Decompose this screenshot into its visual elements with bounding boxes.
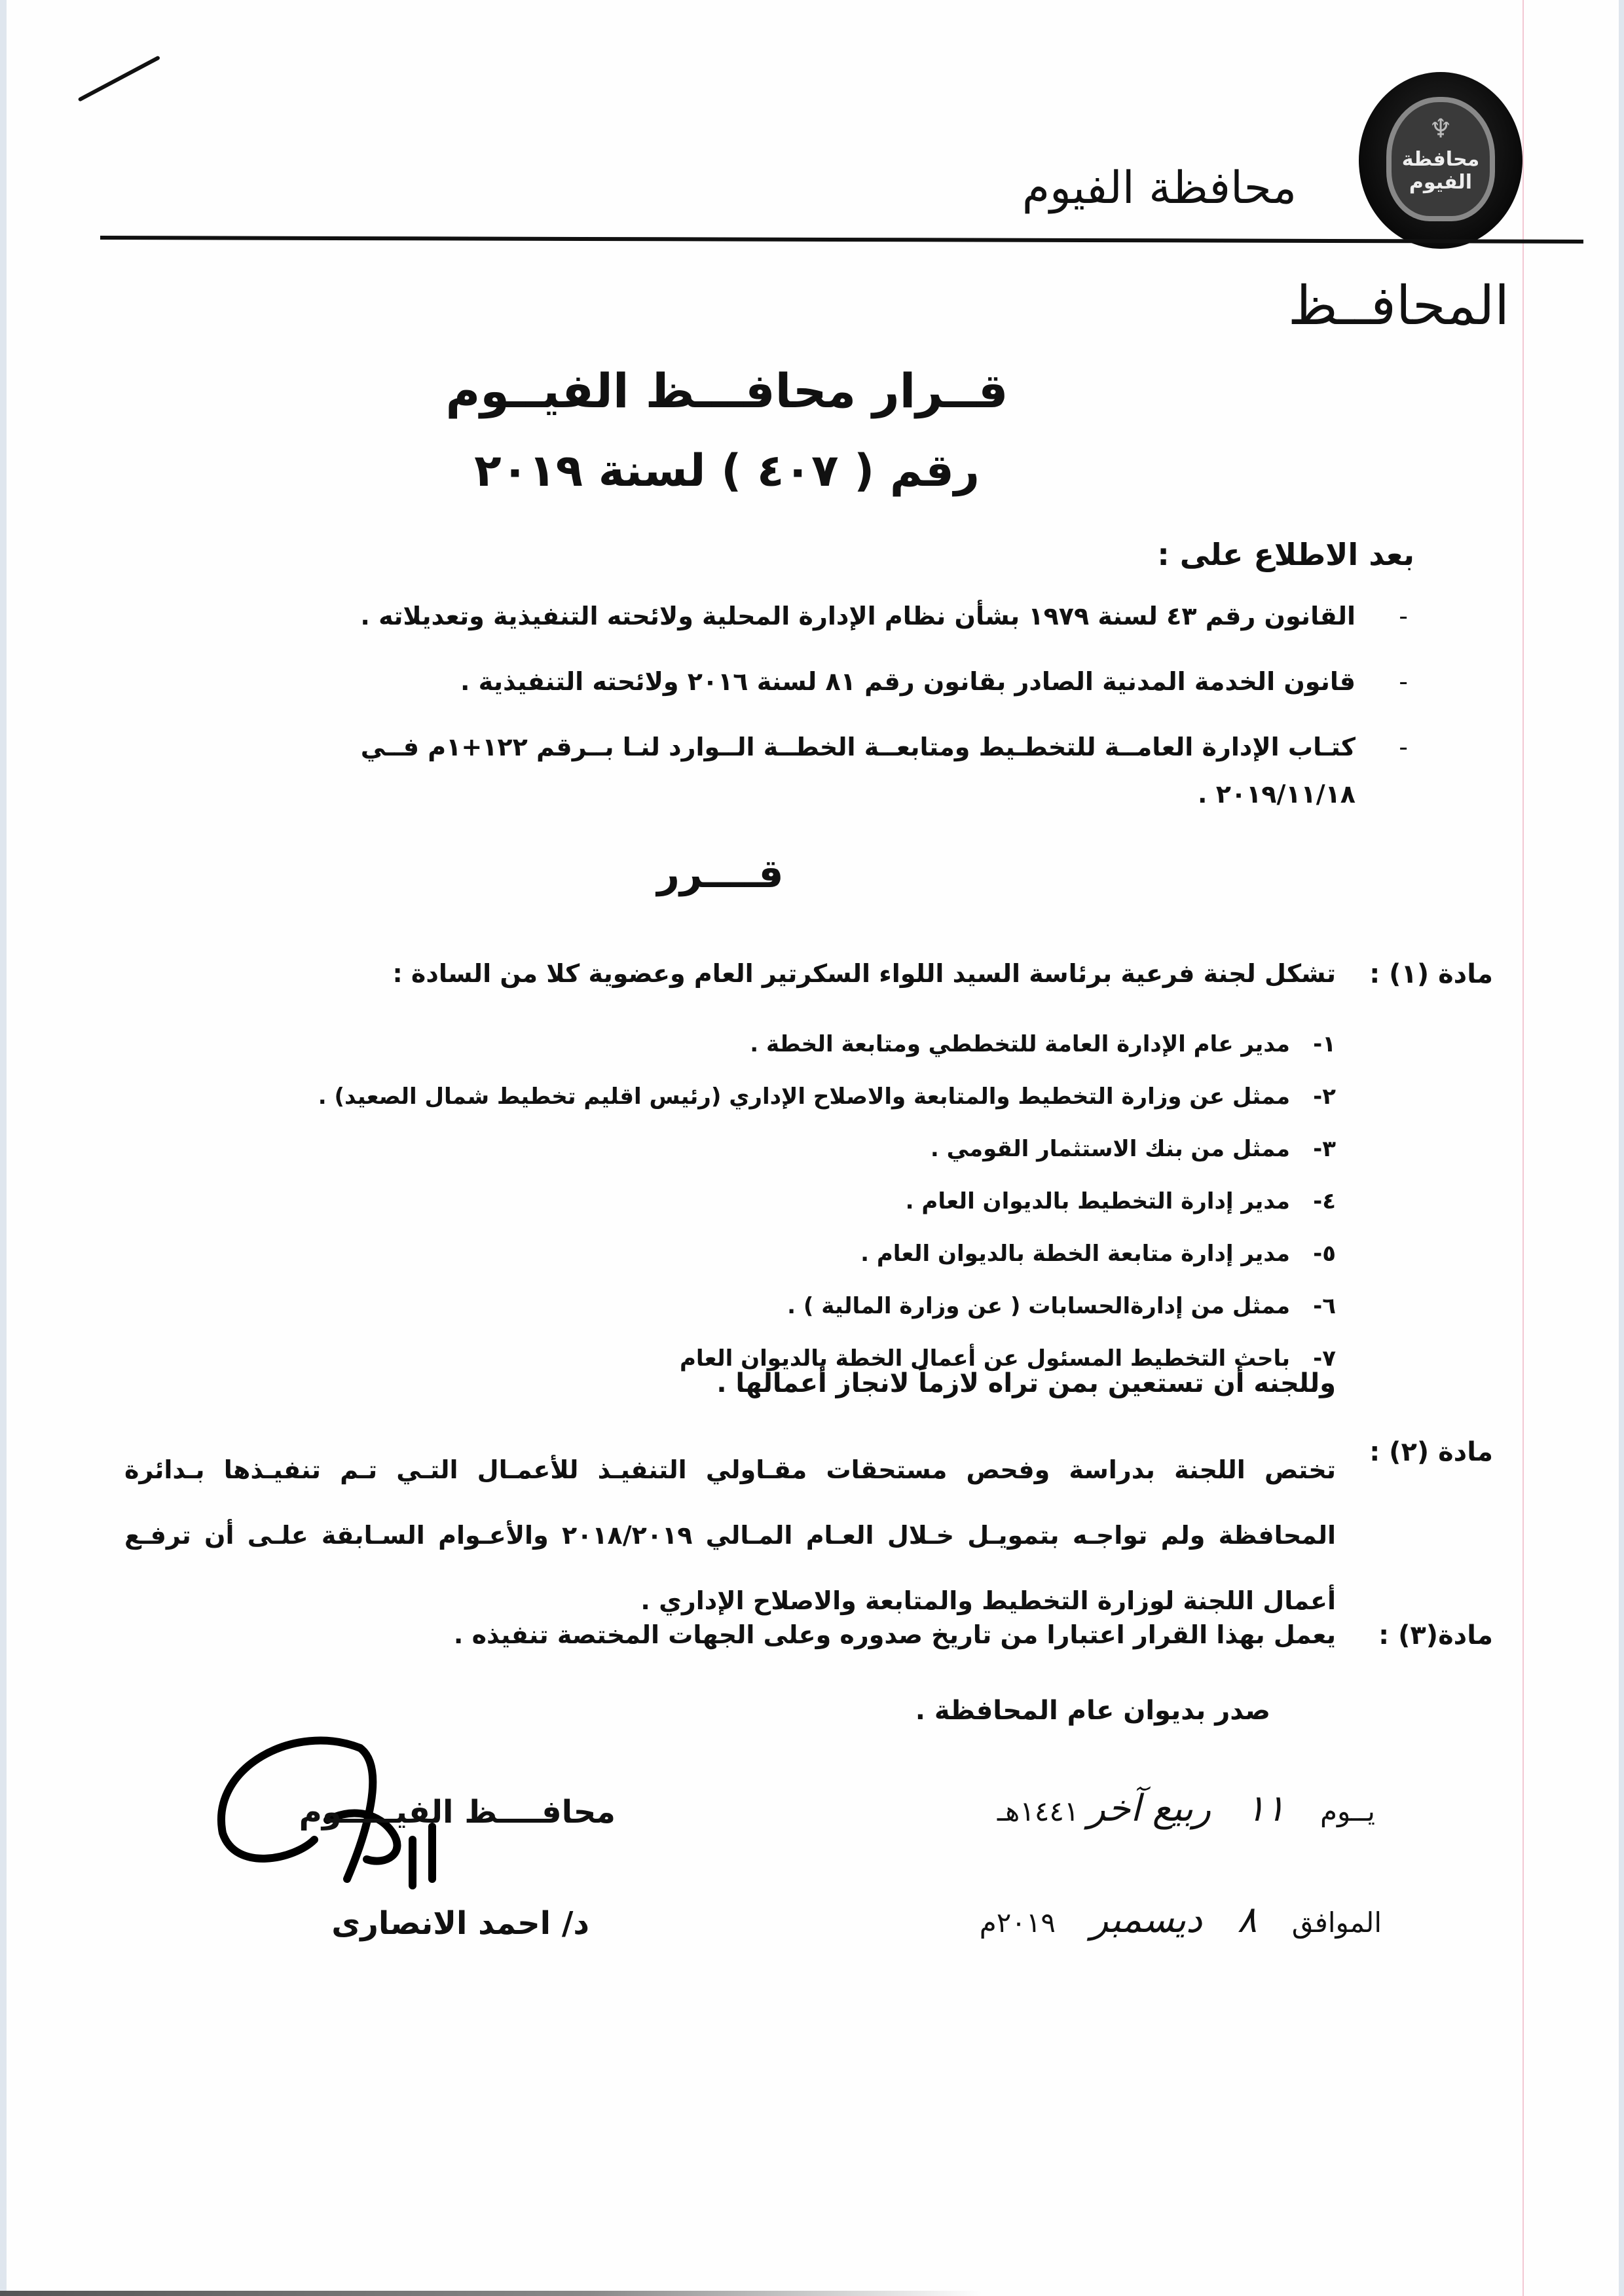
article-2-label: مادة (٢) : — [1369, 1437, 1493, 1467]
scan-margin-line — [1522, 0, 1524, 2296]
reference-item — [98, 592, 1408, 640]
preamble-intro: بعد الاطلاع على : — [1157, 537, 1414, 572]
member-number: ٤- — [1313, 1188, 1336, 1214]
member-text: ممثل من إدارةالحسابات ( عن وزارة المالية ) . — [787, 1293, 1290, 1319]
article-1-label: مادة (١) : — [1369, 959, 1493, 989]
decision-heading-text: قــــرر — [657, 851, 784, 897]
hijri-month: ربيع آخر — [1087, 1787, 1211, 1830]
emblem-label: محافظة الفيوم — [1401, 148, 1480, 194]
member-item — [318, 1175, 1336, 1228]
greg-day: ٨ — [1237, 1899, 1257, 1941]
greg-year: ٢٠١٩م — [979, 1906, 1056, 1939]
corner-pen-mark — [78, 56, 160, 102]
member-item — [318, 1070, 1336, 1123]
member-text: باحث التخطيط المسئول عن أعمال الخطة بالديوان العام — [679, 1345, 1290, 1372]
greg-month: ديسمبر — [1090, 1899, 1202, 1941]
issued-at: صدر بديوان عام المحافظة . — [915, 1696, 1270, 1726]
reference-text: كتـاب الإدارة العامــة للتخطـيط ومتابعــة الخطــة الــوارد لنـا بــرقم ١٢٢+١م فــي — [360, 733, 1356, 761]
reference-item — [98, 723, 1408, 818]
member-number: ٢- — [1313, 1084, 1336, 1110]
hijri-year: ١٤٤١هـ — [997, 1795, 1079, 1827]
decree-title-text: قــرار محافـــظ الفيــوم — [445, 363, 1008, 418]
signatory-title: محافــــظ الفيـــــوم — [299, 1794, 616, 1831]
decree-number — [0, 445, 1624, 497]
scan-edge-bottom — [0, 2291, 982, 2296]
member-number: ٧- — [1313, 1345, 1336, 1372]
decree-title — [0, 363, 1624, 418]
member-text: مدير عام الإدارة العامة للتخططي ومتابعة الخطة . — [750, 1031, 1290, 1057]
article-3-label: مادة(٣) : — [1378, 1620, 1493, 1650]
member-text: مدير إدارة التخطيط بالديوان العام . — [905, 1188, 1290, 1214]
hijri-prefix: يــوم — [1320, 1795, 1375, 1827]
member-item — [318, 1123, 1336, 1175]
office-title: المحافــظ — [1287, 275, 1509, 337]
decree-number-text: رقم ( ٤٠٧ ) لسنة ٢٠١٩ — [474, 445, 980, 497]
header-divider — [100, 236, 1583, 244]
gregorian-date — [980, 1899, 1382, 1941]
member-item — [318, 1228, 1336, 1280]
scan-edge-left — [0, 0, 7, 2296]
reference-text: القانون رقم ٤٣ لسنة ١٩٧٩ بشأن نظام الإدارة المحلية ولائحته التنفيذية وتعديلاته . — [360, 602, 1356, 630]
member-number: ٥- — [1313, 1241, 1336, 1267]
reference-continuation: ٢٠١٩/١١/١٨ . — [1198, 780, 1356, 809]
article-3-text: يعمل بهذا القرار اعتبارا من تاريخ صدوره وعلى الجهات المختصة تنفيذه . — [453, 1620, 1336, 1649]
member-number: ٣- — [1313, 1136, 1336, 1162]
reference-text: قانون الخدمة المدنية الصادر بقانون رقم ٨١ لسنة ٢٠١٦ ولائحته التنفيذية . — [460, 667, 1356, 696]
member-text: مدير إدارة متابعة الخطة بالديوان العام . — [860, 1241, 1290, 1267]
eagle-icon: ♆ — [1429, 114, 1452, 144]
bullet-dash: - — [1399, 733, 1408, 761]
article-2-text: تختص اللجنة بدراسة وفحص مستحقات مقـاولي التنفيـذ للأعمـال التـي تـم تنفيـذها بـدائرة المحافظة ولم تواجـه بتمويـل خـلال العـام المـالي ٢٠١٨/٢٠١٩ والأعـوام السـابقة علـى أن ترفـع أعمال اللجنة لوزارة التخطيط والمتابعة والاصلاح الإداري . — [124, 1455, 1336, 1615]
reference-list — [98, 592, 1408, 836]
bullet-dash: - — [1399, 667, 1408, 696]
greg-prefix: الموافق — [1291, 1906, 1382, 1939]
member-text: ممثل من بنك الاستثمار القومي . — [930, 1136, 1290, 1162]
scan-edge-right — [1619, 0, 1624, 2296]
member-text: ممثل عن وزارة التخطيط والمتابعة والاصلاح الإداري (رئيس اقليم تخطيط شمال الصعيد) . — [318, 1084, 1290, 1110]
decision-heading — [0, 851, 1624, 897]
article-1-text: تشكل لجنة فرعية برئاسة السيد اللواء السكرتير العام وعضوية كلا من السادة : — [392, 959, 1336, 988]
governorate-emblem-icon — [1359, 72, 1522, 249]
member-number: ١- — [1313, 1031, 1336, 1057]
article-1-note: وللجنه أن تستعين بمن تراه لازماً لانجاز أعمالها . — [716, 1368, 1336, 1398]
emblem-shield — [1386, 97, 1495, 221]
member-item — [318, 1280, 1336, 1332]
bullet-dash: - — [1399, 602, 1408, 630]
hijri-date — [997, 1787, 1375, 1830]
member-number: ٦- — [1313, 1293, 1336, 1319]
signatory-name: د/ احمد الانصارى — [331, 1905, 589, 1942]
hijri-day: ١١ — [1246, 1787, 1285, 1830]
committee-members-list — [318, 1018, 1336, 1385]
governorate-name: محافظة الفيوم — [1022, 162, 1297, 214]
member-item — [318, 1018, 1336, 1070]
reference-item — [98, 658, 1408, 705]
